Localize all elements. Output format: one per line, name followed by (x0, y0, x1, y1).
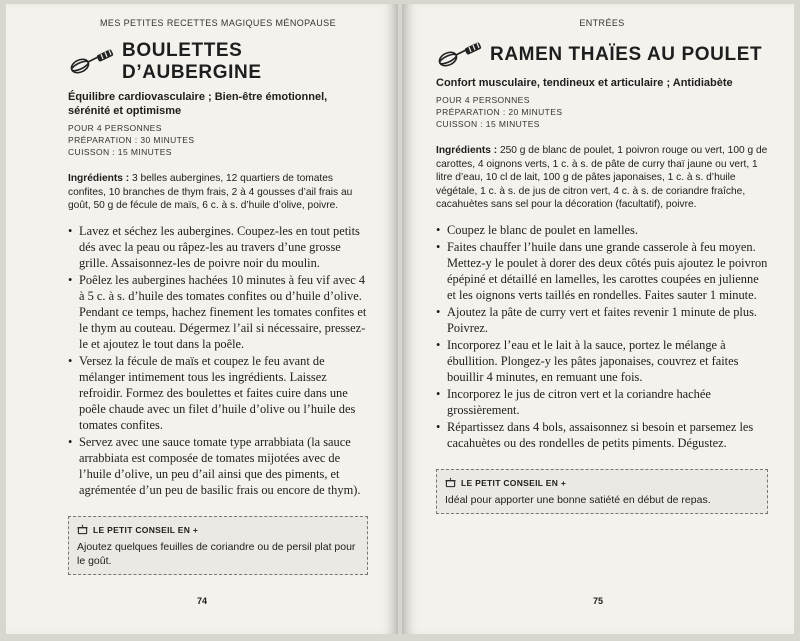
recipe-title-row (436, 40, 768, 70)
recipe-benefits: Confort musculaire, tendineux et articulaire ; Antidiabète (436, 77, 733, 89)
cooking-pot-icon (77, 524, 88, 535)
step: • Incorporez l’eau et le lait à la sauce, portez le mélange à ébullition. Plongez-y les pâtes japonaises, couvrez et faites bouillir 4 minutes, en remuant une fois. (436, 337, 768, 385)
recipe-steps (436, 222, 768, 451)
cooking-pot-icon (445, 477, 456, 488)
whisk-icon (68, 47, 116, 77)
tip-box (436, 469, 768, 514)
prep-time: PRÉPARATION : 30 MINUTES (68, 135, 195, 145)
step: • Lavez et séchez les aubergines. Coupez-les en tout petits dés avec la peau ou râpez-les au travers d’une grosse grille. Assaisonnez-les de poivre noir du moulin. (68, 223, 368, 271)
recipe-title: RAMEN THAÏES AU POULET (490, 44, 763, 65)
page-number: 75 (592, 596, 603, 606)
ingredients-label: Ingrédients : (68, 173, 130, 184)
step: • Servez avec une sauce tomate type arrabbiata (la sauce arrabbiata est composée de tomates mijotées avec de l’huile d’olive, un peu d’ail ainsi que des piments, et agrémentée d’un peu de basilic frais ou encore de thym). (68, 434, 368, 498)
tip-header (445, 476, 759, 490)
page-number: 74 (196, 596, 207, 606)
ingredients-text: 250 g de blanc de poulet, 1 poivron rouge ou vert, 100 g de carottes, 4 oignons verts, 1 c. à s. de pâte de curry thaï jaune ou vert, 1 litre d’eau, 10 cl de lait, 100 g de pâtes japonaises, 1 c. à s. d’huile végétale, 1 c. à s. de jus de citron vert, 4 c. à s. de coriandre fraîche, cacahuètes sans sel pour la décoration (facultatif), poivre. (436, 145, 768, 210)
tip-title: LE PETIT CONSEIL EN + (461, 477, 567, 488)
tip-title: LE PETIT CONSEIL EN + (93, 524, 199, 535)
running-head: MES PETITES RECETTES MAGIQUES MÉNOPAUSE (100, 18, 336, 28)
cook-time: CUISSON : 15 MINUTES (68, 147, 172, 157)
left-page (6, 4, 398, 634)
tip-text: Idéal pour apporter une bonne satiété en début de repas. (445, 493, 711, 506)
prep-time: PRÉPARATION : 20 MINUTES (436, 107, 563, 117)
cook-time: CUISSON : 15 MINUTES (436, 119, 540, 129)
step: • Répartissez dans 4 bols, assaisonnez si besoin et parsemez les cacahuètes ou des rondelles de petits piments. Dégustez. (436, 419, 768, 451)
servings: POUR 4 PERSONNES (436, 95, 530, 105)
ingredients-label: Ingrédients : (436, 145, 498, 156)
recipe-title: BOULETTES D’AUBERGINE (122, 40, 262, 83)
step: • Poêlez les aubergines hachées 10 minutes à feu vif avec 4 à 5 c. à s. d’huile des tomates confites ou d’huile d’olive. Pendant ce temps, hachez finement les tomates confites et le thym au couteau. Dégermez l’ail si nécessaire, pressez-le et ajoutez le tout dans la poêle. (68, 272, 368, 352)
recipe-meta (68, 122, 368, 158)
right-page (402, 4, 794, 634)
ingredients (68, 172, 368, 213)
running-head: ENTRÉES (579, 18, 625, 28)
step: • Versez la fécule de maïs et coupez le feu avant de mélanger intimement tous les ingrédients. Laissez refroidir. Formez des boulettes et faites cuire dans une poêle chaude avec un filet d’huile d’olive ou l’huile des tomates confites. (68, 353, 368, 433)
step: • Faites chauffer l’huile dans une grande casserole à feu moyen. Mettez-y le poulet à dorer des deux côtés puis ajoutez le poivron épépiné et détaillé en lamelles, les carottes coupées en julienne et les oignons verts taillés en rondelles. Faites sauter 1 minute. (436, 239, 768, 303)
tip-header (77, 523, 359, 537)
servings: POUR 4 PERSONNES (68, 123, 162, 133)
step: • Coupez le blanc de poulet en lamelles. (436, 222, 768, 238)
recipe-title-row (68, 40, 368, 84)
recipe-benefits: Équilibre cardiovasculaire ; Bien-être émotionnel, sérénité et optimisme (68, 91, 328, 117)
whisk-icon (436, 40, 484, 70)
step: • Ajoutez la pâte de curry vert et faites revenir 1 minute de plus. Poivrez. (436, 304, 768, 336)
step: • Incorporez le jus de citron vert et la coriandre hachée grossièrement. (436, 386, 768, 418)
tip-box (68, 516, 368, 575)
ingredients-text: 3 belles aubergines, 12 quartiers de tomates confites, 10 branches de thym frais, 2 à 4 gousses d’ail frais au goût, 50 g de fécule de maïs, 6 c. à s. d’huile d’olive, poivre. (68, 173, 353, 211)
recipe-steps (68, 223, 368, 498)
tip-text: Ajoutez quelques feuilles de coriandre ou de persil plat pour le goût. (77, 540, 356, 567)
ingredients (436, 144, 768, 212)
recipe-meta (436, 94, 768, 130)
